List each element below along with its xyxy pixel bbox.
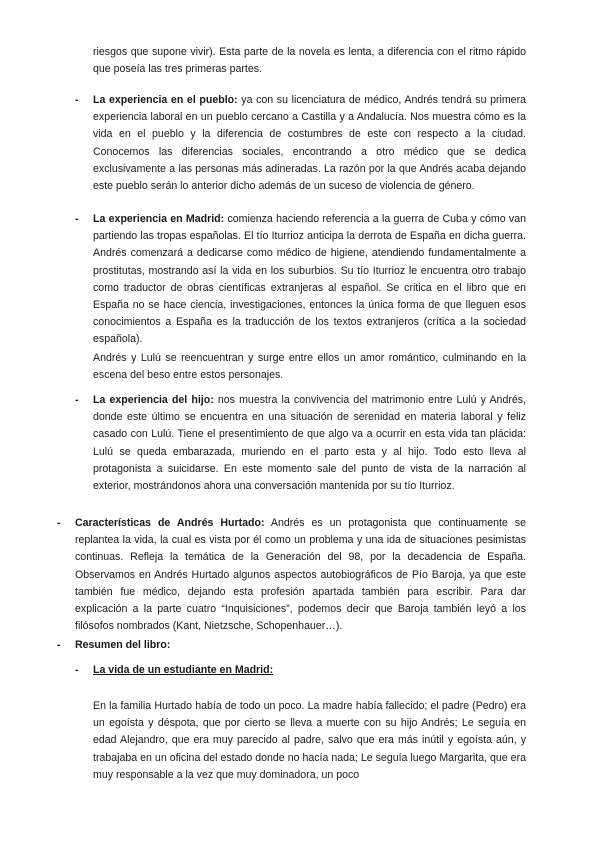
list-item-text	[93, 392, 526, 495]
paragraph-continuation	[0, 44, 600, 78]
list-item-text	[75, 515, 526, 635]
section-body: Andrés es un protagonista que continuamente se replantea la vida, la cual es vista por él como un problema y una ida de situaciones pesimistas continuas. Refleja la temática de la Generación del 98, por la decadencia de España. Observamos en Andrés Hurtado algunos aspectos autobiográficos de Pío Baroja, ya que este también fue médico, dejando esta profesión apartada también para escribir. Para dar explicación a la parte cuatro “Inquisiciones”, podemos decir que Baroja también leyó a los filósofos nombrados (Kant, Nietzsche, Schopenhauer…).	[75, 517, 526, 633]
section-heading: La experiencia en el pueblo:	[93, 94, 238, 106]
bullet-marker: -	[75, 94, 79, 106]
section-heading: La experiencia del hijo:	[93, 394, 214, 406]
section-heading: La experiencia en Madrid:	[93, 213, 225, 225]
bullet-marker: -	[75, 213, 79, 225]
bullet-marker: -	[57, 639, 61, 651]
section-body: nos muestra la convivencia del matrimonio entre Lulú y Andrés, donde este último se encuentra en una situación de serenidad en materia laboral y feliz casado con Lulú. Tiene el presentimiento de que algo va a ocurrir en esta vida tan plácida: Lulú se queda embarazada, muriendo en el parto esta y al hijo. Todo esto lleva al protagonista a suicidarse. En este momento sale del punto de vista de la narración al exterior, mostrándonos ahora una conversación mantenida por su tío Iturrioz.	[93, 394, 526, 493]
paragraph-text: En la familia Hurtado había de todo un poco. La madre había fallecido; el padre (Pedro) era un egoísta y déspota, que por cierto se lleva a muerte con su hijo Andrés; Le seguía en edad Alejandro, que era muy parecido al padre, salvo que era más inútil y egoísta aún, y trabajaba en un oficina del estado donde no hacía nada; Le seguía luego Margarita, que era muy responsable a la vez que muy dominadora, un poco	[93, 700, 526, 781]
section-body: comienza haciendo referencia a la guerra de Cuba y cómo van partiendo las tropas españolas. El tío Iturrioz anticipa la derrota de España en dicha guerra. Andrés comenzará a dedicarse como médico de higiene, atendiendo fundamentalmente a prostitutas, mostrando así la vida en los suburbios. Su tío Iturrioz le encuentra otro trabajo como traductor de obras científicas extranjeras al español. Se critica en el libro que en España no se hace ciencia, investigaciones, entonces la única forma de que lleguen esos conocimientos a España es la traducción de los textos extranjeros (crítica a la sociedad española).	[93, 213, 526, 346]
section-body: ya con su licenciatura de médico, Andrés tendrá su primera experiencia laboral en un pueblo cercano a Castilla y a Andalucía. Nos muestra cómo es la vida en el pueblo y la diferencia de costumbres de este con respecto a la ciudad. Conocemos las diferencias sociales, encontrando a otro médico que se dedica exclusivamente a las personas más adineradas. La razón por la que Andrés acaba dejando este pueblo serán lo anterior dicho además de un suceso de violencia de género.	[93, 94, 526, 193]
list-item-text	[75, 637, 526, 654]
list-item-pueblo	[0, 92, 600, 195]
paragraph-lulu	[0, 350, 600, 384]
list-item-text	[93, 211, 526, 349]
list-item-text	[93, 92, 526, 195]
section-heading: Resumen del libro:	[75, 639, 171, 651]
bullet-marker: -	[75, 394, 79, 406]
list-item-text	[93, 662, 526, 679]
list-item-vida	[0, 662, 600, 679]
section-heading: Características de Andrés Hurtado:	[75, 517, 265, 529]
bullet-marker: -	[57, 517, 61, 529]
bullet-marker: -	[75, 664, 79, 676]
list-item-madrid	[0, 211, 600, 349]
paragraph-text: Andrés y Lulú se reencuentran y surge entre ellos un amor romántico, culminando en la escena del beso entre estos personajes.	[93, 352, 526, 382]
list-item-hijo	[0, 392, 600, 495]
list-item-resumen	[0, 637, 600, 654]
section-heading: La vida de un estudiante en Madrid:	[93, 664, 274, 676]
paragraph-text: riesgos que supone vivir). Esta parte de la novela es lenta, a diferencia con el ritmo rápido que poseía las tres primeras partes.	[93, 46, 526, 76]
paragraph-vida	[0, 698, 600, 784]
list-item-caracteristicas	[0, 515, 600, 635]
